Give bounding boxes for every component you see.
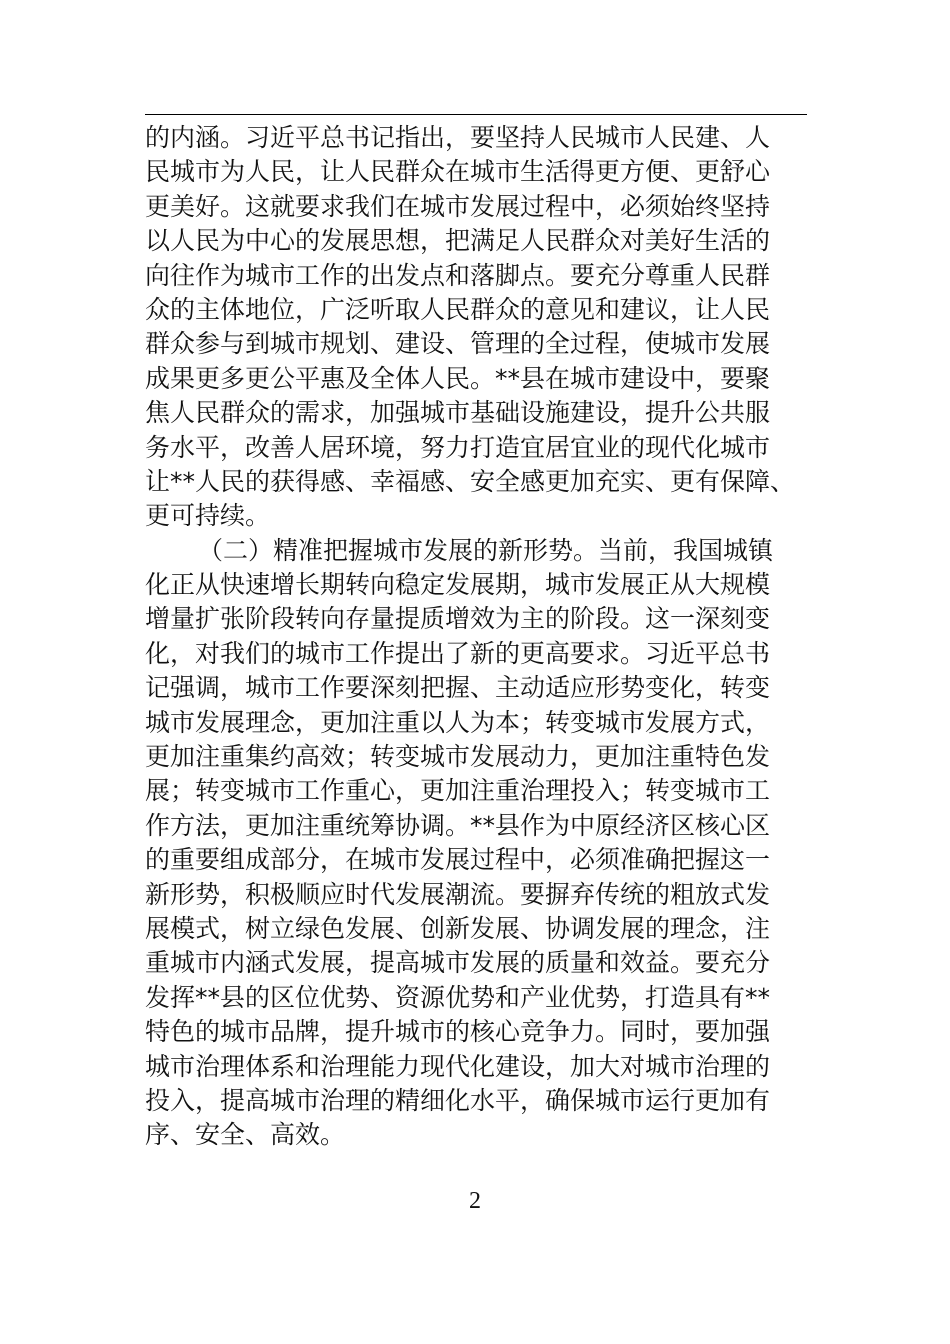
body-text [145,121,820,1153]
text-line: 更可持续。 [145,501,271,531]
text-line: 以人民为中心的发展思想，把满足人民群众对美好生活的 [145,226,771,256]
text-line: 城市治理体系和治理能力现代化建设，加大对城市治理的 [145,1051,771,1081]
text-line: 展；转变城市工作重心，更加注重治理投入；转变城市工 [145,776,771,806]
text-line: 作方法，更加注重统筹协调。**县作为中原经济区核心区 [145,810,771,840]
text-line: 展模式，树立绿色发展、创新发展、协调发展的理念，注 [145,913,771,943]
text-line: 化正从快速增长期转向稳定发展期，城市发展正从大规模 [145,570,771,600]
text-line: 记强调，城市工作要深刻把握、主动适应形势变化，转变 [145,673,771,703]
text-line: 成果更多更公平惠及全体人民。**县在城市建设中，要聚 [145,363,771,393]
text-line: 更加注重集约高效；转变城市发展动力，更加注重特色发 [145,742,771,772]
text-line: 的重要组成部分，在城市发展过程中，必须准确把握这一 [145,845,771,875]
text-line: 众的主体地位，广泛听取人民群众的意见和建议，让人民 [145,294,771,324]
header-rule [145,114,807,115]
text-line: 重城市内涵式发展，提高城市发展的质量和效益。要充分 [145,948,771,978]
text-line: 新形势，积极顺应时代发展潮流。要摒弃传统的粗放式发 [145,879,771,909]
text-line: 投入，提高城市治理的精细化水平，确保城市运行更加有 [145,1085,771,1115]
page-number: 2 [469,1188,481,1214]
text-line: 发挥**县的区位优势、资源优势和产业优势，打造具有** [145,982,771,1012]
text-line: 增量扩张阶段转向存量提质增效为主的阶段。这一深刻变 [145,604,771,634]
text-line: 化，对我们的城市工作提出了新的更高要求。习近平总书 [145,638,771,668]
text-line: 让**人民的获得感、幸福感、安全感更加充实、更有保障、 [145,466,796,496]
text-line: 焦人民群众的需求，加强城市基础设施建设，提升公共服 [145,398,771,428]
text-line: 务水平，改善人居环境，努力打造宜居宜业的现代化城市 [145,432,771,462]
text-line: 特色的城市品牌，提升城市的核心竞争力。同时，要加强 [145,1017,771,1047]
text-line: 群众参与到城市规划、建设、管理的全过程，使城市发展 [145,329,771,359]
section-heading-line: （二）精准把握城市发展的新形势。当前，我国城镇 [198,535,774,565]
text-line: 民城市为人民，让人民群众在城市生活得更方便、更舒心 [145,157,771,187]
text-line: 城市发展理念，更加注重以人为本；转变城市发展方式， [145,707,771,737]
text-line: 的内涵。习近平总书记指出，要坚持人民城市人民建、人 [145,123,771,152]
text-line: 更美好。这就要求我们在城市发展过程中，必须始终坚持 [145,191,771,221]
text-line: 序、安全、高效。 [145,1120,346,1150]
text-line: 向往作为城市工作的出发点和落脚点。要充分尊重人民群 [145,260,771,290]
